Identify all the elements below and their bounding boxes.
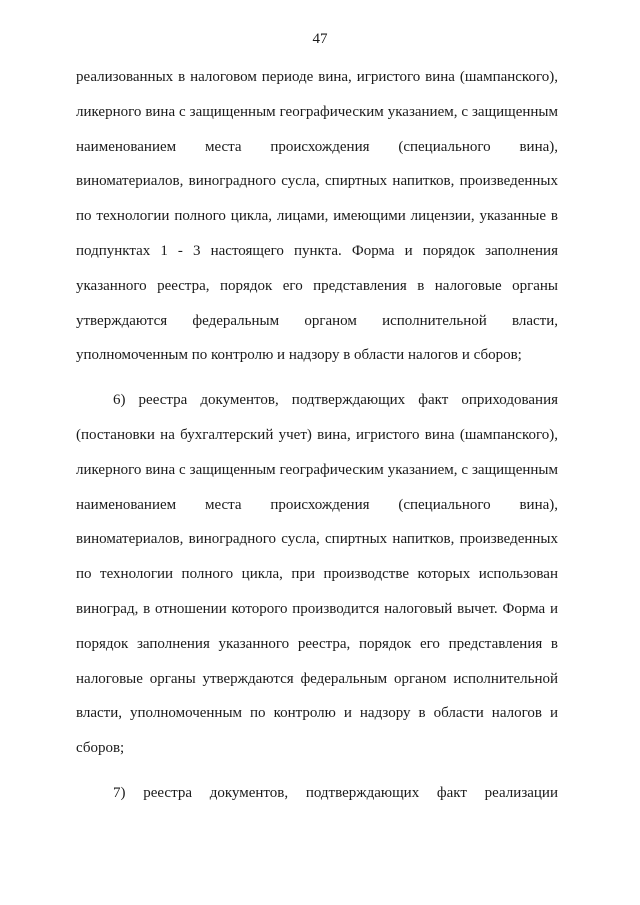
paragraph-continuation: реализованных в налоговом периоде вина, игристого вина (шампанского), ликерного вина с защищенным географическим указанием, с защищенным наименованием места происхождения (специального вина), виноматериалов, виноградного сусла, спиртных напитков, произведенных по технологии полного цикла, лицами, имеющими лицензии, указанные в подпунктах 1 - 3 настоящего пункта. Форма и порядок заполнения указанного реестра, порядок его представления в налоговые органы утверждаются федеральным органом исполнительной власти, уполномоченным по контролю и надзору в области налогов и сборов; (76, 69, 558, 364)
paragraph-item-6: 6) реестра документов, подтверждающих факт оприходования (постановки на бухгалтерский учет) вина, игристого вина (шампанского), ликерного вина с защищенным географическим указанием, с защищенным наименованием места происхождения (специального вина), виноматериалов, виноградного сусла, спиртных напитков, произведенных по технологии полного цикла, при производстве которых использован виноград, в отношении которого производится налоговый вычет. Форма и порядок заполнения указанного реестра, порядок его представления в налоговые органы утверждаются федеральным органом исполнительной власти, уполномоченным по контролю и надзору в области налогов и сборов; (76, 392, 558, 757)
paragraph-item-7: 7) реестра документов, подтверждающих факт реализации (113, 784, 558, 801)
page-number: 47 (312, 31, 328, 47)
document-body (76, 60, 558, 811)
